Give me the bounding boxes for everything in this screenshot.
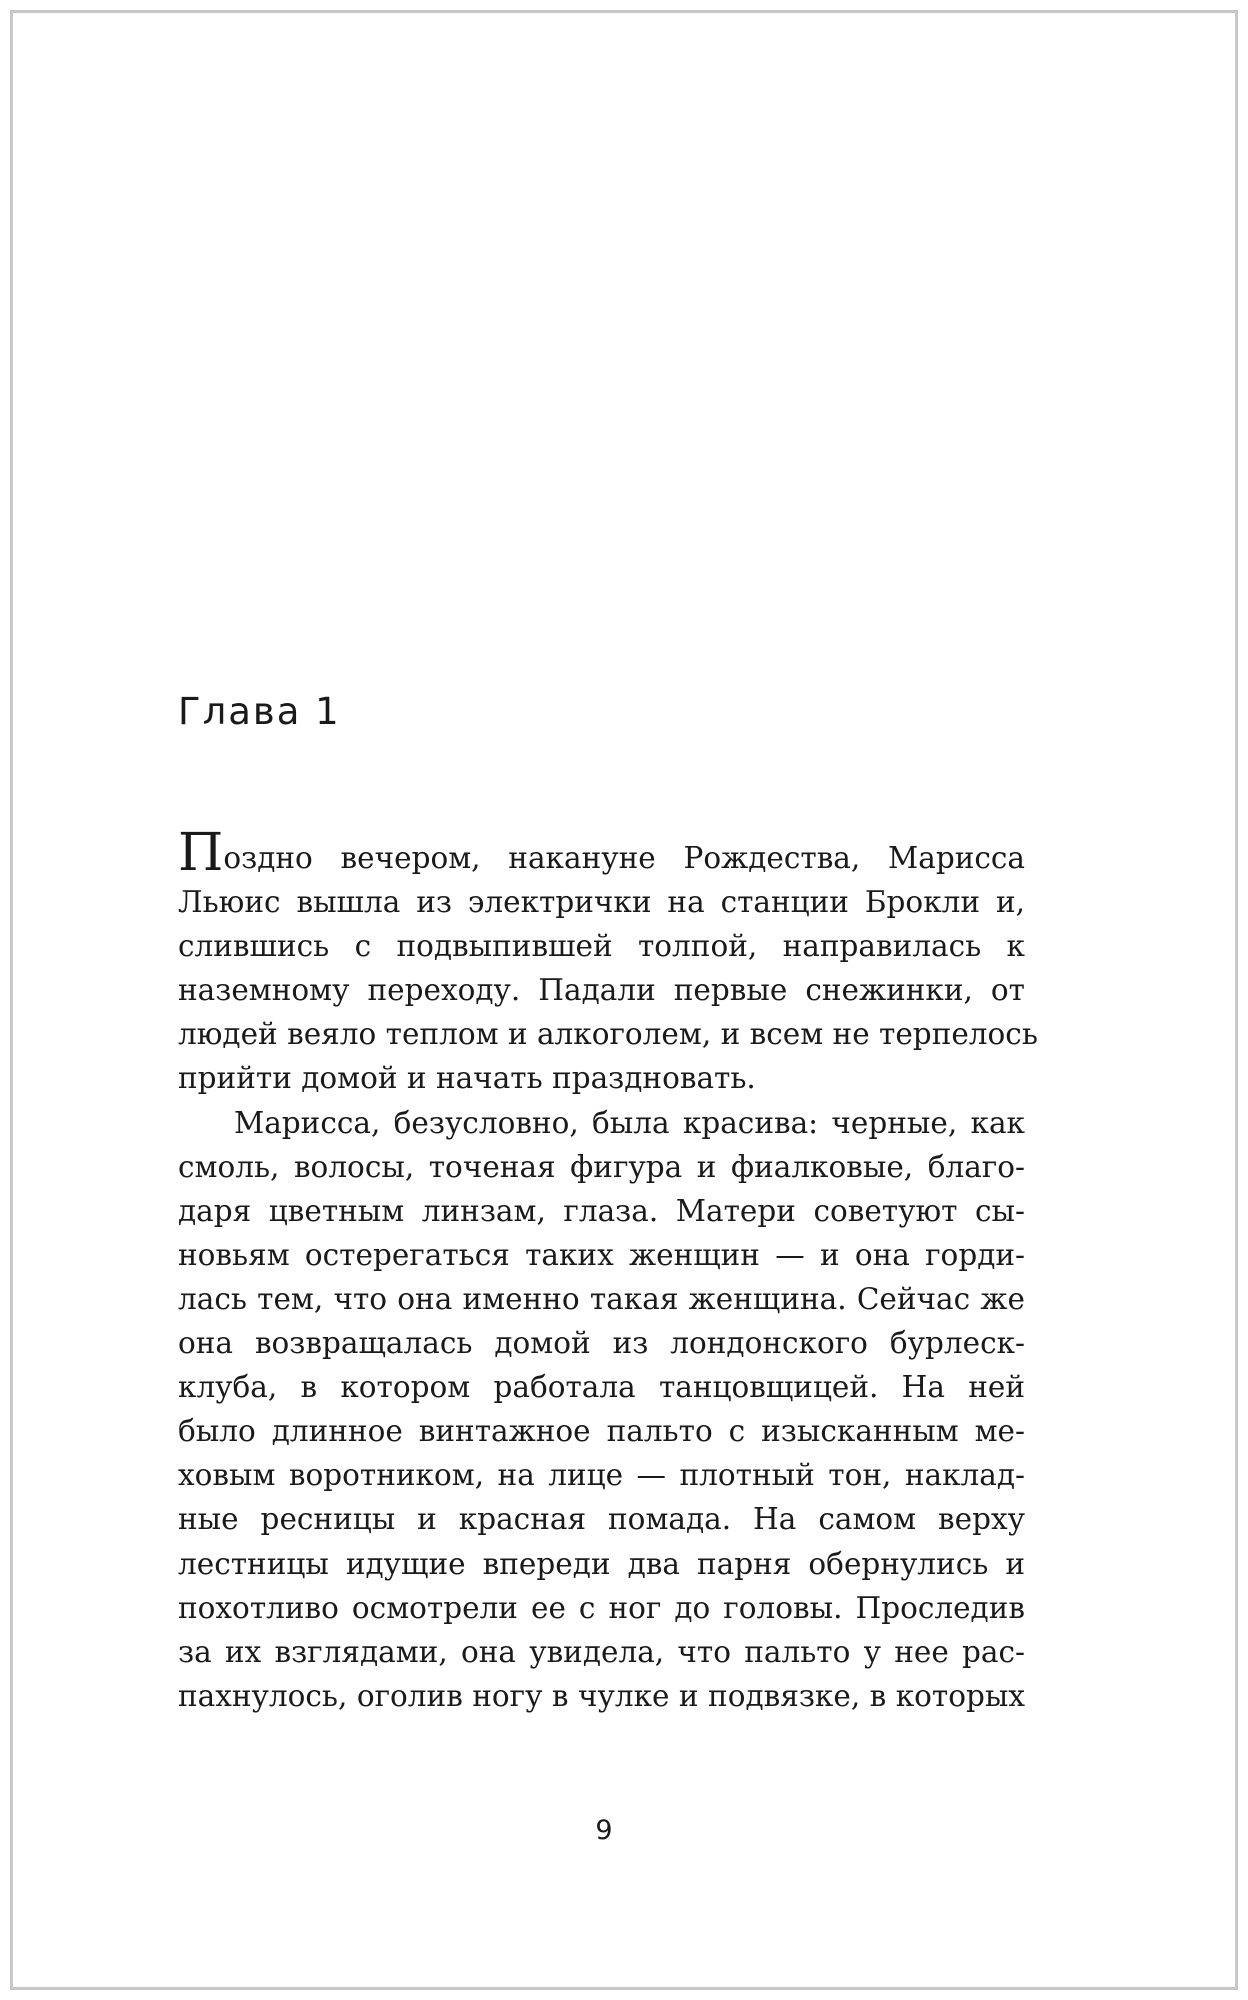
text-line-content: оздно вечером, накануне Рождества, Марисса: [223, 841, 1025, 875]
chapter-title: Глава 1: [178, 690, 341, 733]
text-line: смоль, волосы, точеная фигура и фиалковые, благо-: [178, 1149, 1025, 1184]
text-line: наземному переходу. Падали первые снежинки, от: [178, 973, 1025, 1008]
text-line: ные ресницы и красная помада. На самом верху: [178, 1502, 1025, 1537]
text-line: пахнулось, оголив ногу в чулке и подвязке, в которых: [178, 1678, 1025, 1713]
text-line: было длинное винтажное пальто с изысканным ме-: [178, 1414, 1025, 1449]
body-text: [178, 823, 1038, 1718]
text-line: ховым воротником, на лице — плотный тон, наклад-: [178, 1458, 1025, 1493]
page-frame: [10, 10, 1238, 1990]
page-number: 9: [595, 1815, 613, 1846]
text-line: она возвращалась домой из лондонского бурлеск-: [178, 1326, 1025, 1361]
text-line: лась тем, что она именно такая женщина. Сейчас же: [178, 1281, 1025, 1316]
text-line: слившись с подвыпившей толпой, направилась к: [178, 929, 1025, 964]
text-line: людей веяло теплом и алкоголем, и всем не терпелось: [178, 1017, 1038, 1052]
text-line: прийти домой и начать праздновать.: [178, 1061, 756, 1096]
drop-cap: П: [178, 823, 224, 883]
text-line: даря цветным линзам, глаза. Матери советуют сы-: [178, 1193, 1025, 1228]
text-line: лестницы идущие впереди два парня обернулись и: [178, 1546, 1025, 1581]
text-line: Льюис вышла из электрички на станции Брокли и,: [178, 885, 1025, 920]
text-line: Марисса, безусловно, была красива: черные, как: [234, 1105, 1025, 1140]
text-line: клуба, в котором работала танцовщицей. На ней: [178, 1370, 1025, 1405]
text-line: [178, 823, 1025, 883]
text-line: за их взглядами, она увидела, что пальто у нее рас-: [178, 1634, 1025, 1669]
text-line: похотливо осмотрели ее с ног до головы. Проследив: [178, 1590, 1025, 1625]
text-line: новьям остерегаться таких женщин — и она горди-: [178, 1237, 1025, 1272]
